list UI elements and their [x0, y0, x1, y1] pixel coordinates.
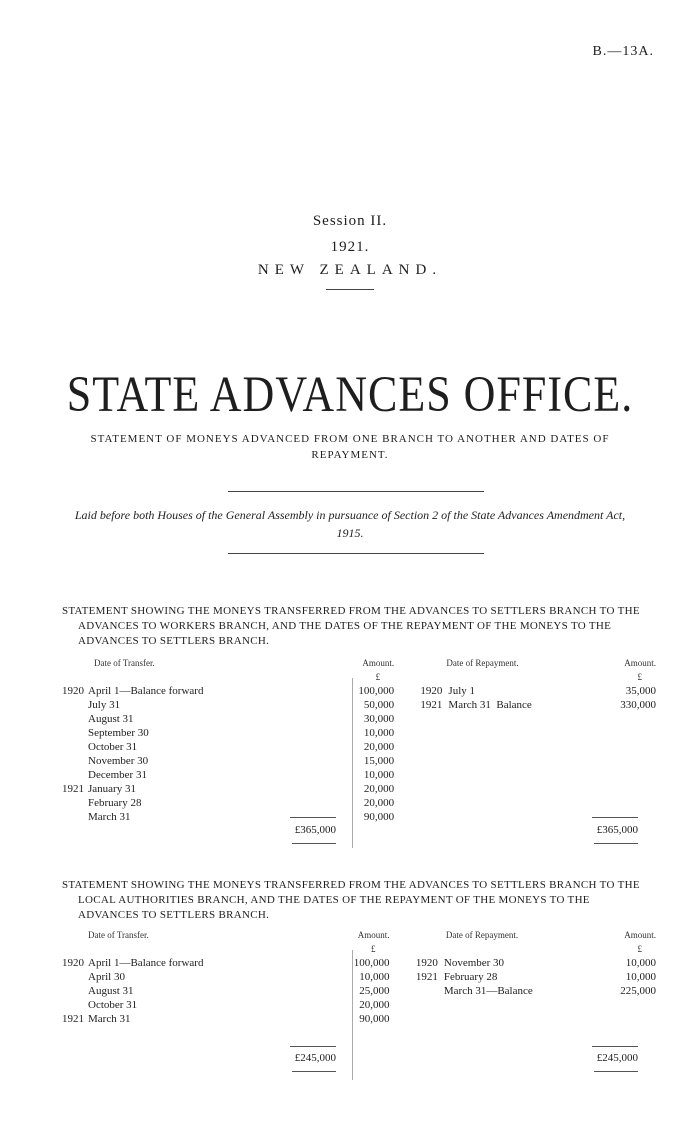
table-row [66, 726, 656, 740]
table-row [66, 970, 656, 984]
repayment-date: July 1 [448, 685, 476, 697]
total-rule [290, 1046, 336, 1047]
divider [228, 553, 484, 554]
currency-symbol: £ [370, 944, 376, 954]
column-header: Amount. [624, 930, 656, 940]
currency-symbol: £ [375, 672, 381, 682]
repayment-amount: 225,000 [620, 985, 656, 997]
transfer-amount: 10,000 [363, 769, 395, 781]
repayment-amount: 330,000 [620, 699, 656, 711]
transfer-date: March 31 [88, 811, 131, 823]
document-title: STATE ADVANCES OFFICE. [66, 366, 634, 423]
table-row [66, 768, 656, 782]
column-header: Date of Repayment. [445, 930, 519, 940]
repayment-amount: 35,000 [625, 685, 656, 697]
table-row [66, 740, 656, 754]
transfer-date: April 1—Balance forward [88, 685, 204, 697]
table-row [66, 684, 656, 698]
transfer-amount: 25,000 [359, 985, 390, 997]
transfer-amount: 20,000 [363, 797, 395, 809]
document-reference: B.—13A. [592, 44, 654, 59]
country-name: NEW ZEALAND. [257, 262, 443, 278]
transfer-amount: 20,000 [363, 783, 395, 795]
total-amount: £245,000 [294, 1052, 336, 1064]
repayment-amount: 10,000 [625, 957, 656, 969]
column-header: Amount. [624, 658, 656, 668]
transfer-date: November 30 [88, 755, 149, 767]
transfer-date: February 28 [88, 797, 142, 809]
transfer-amount: 90,000 [359, 1013, 390, 1025]
table-row [66, 1012, 656, 1026]
table-row [66, 712, 656, 726]
total-amount: £245,000 [596, 1052, 638, 1064]
transfer-date: April 1—Balance forward [88, 957, 204, 969]
column-header: Date of Transfer. [88, 930, 149, 940]
transfer-year: 1921 [62, 783, 84, 795]
transfer-year: 1921 [62, 1013, 84, 1025]
table-row [66, 796, 656, 810]
transfer-amount: 10,000 [363, 727, 395, 739]
divider [228, 491, 484, 492]
laid-before-note: Laid before both Houses of the General Assembly in pursuance of Section 2 of the State Advances Amendment Act, 1915. [74, 508, 626, 540]
column-divider [352, 678, 353, 848]
repayment-year: 1920 [420, 685, 443, 697]
transfer-date: September 30 [88, 727, 149, 739]
transfer-amount: 90,000 [363, 811, 395, 823]
transfer-amount: 20,000 [363, 741, 395, 753]
transfer-date: July 31 [88, 699, 121, 711]
divider [326, 289, 374, 290]
repayment-date: March 31—Balance [443, 985, 533, 997]
total-rule [592, 1046, 638, 1047]
total-rule [292, 1071, 336, 1072]
transfer-amount: 20,000 [359, 999, 390, 1011]
transfer-date: April 30 [88, 971, 125, 983]
table-row [66, 998, 656, 1012]
transfer-amount: 100,000 [358, 685, 395, 697]
repayment-year: 1921 [415, 971, 438, 983]
total-rule [290, 817, 336, 818]
session-year: 1921. [330, 239, 370, 255]
total-rule [594, 843, 638, 844]
column-header: Date of Transfer. [94, 658, 155, 668]
transfer-year: 1920 [62, 685, 84, 697]
transfer-date: August 31 [88, 985, 134, 997]
table-row [66, 984, 656, 998]
repayment-amount: 10,000 [625, 971, 656, 983]
table-row [66, 782, 656, 796]
transfer-amount: 100,000 [353, 957, 390, 969]
total-amount: £365,000 [596, 824, 638, 836]
table-row [66, 956, 656, 970]
transfer-date: March 31 [88, 1013, 131, 1025]
statement-table [62, 656, 656, 824]
table-row [66, 754, 656, 768]
session-label: Session II. [312, 213, 388, 229]
column-header: Amount. [357, 930, 390, 940]
column-header: Amount. [362, 658, 395, 668]
transfer-date: December 31 [88, 769, 147, 781]
statement-table [62, 928, 656, 1026]
document-subtitle: STATEMENT OF MONEYS ADVANCED FROM ONE BRANCH TO ANOTHER AND DATES OF REPAYMENT. [90, 433, 610, 461]
table-row [66, 810, 656, 824]
transfer-amount: 30,000 [363, 713, 395, 725]
transfer-amount: 50,000 [363, 699, 395, 711]
repayment-date: February 28 [443, 971, 498, 983]
column-header: Date of Repayment. [446, 658, 519, 668]
table-row [66, 698, 656, 712]
total-rule [592, 817, 638, 818]
total-amount: £365,000 [294, 824, 336, 836]
total-rule [594, 1071, 638, 1072]
transfer-amount: 10,000 [359, 971, 390, 983]
currency-symbol: £ [637, 672, 642, 682]
repayment-year: 1920 [415, 957, 438, 969]
transfer-amount: 15,000 [363, 755, 395, 767]
repayment-year: 1921 [420, 699, 443, 711]
transfer-date: October 31 [88, 999, 138, 1011]
transfer-year: 1920 [62, 957, 84, 969]
transfer-date: August 31 [88, 713, 134, 725]
transfer-date: January 31 [88, 783, 136, 795]
currency-symbol: £ [637, 944, 642, 954]
total-rule [292, 843, 336, 844]
transfer-date: October 31 [88, 741, 138, 753]
statement-heading: STATEMENT SHOWING THE MONEYS TRANSFERRED FROM THE ADVANCES TO SETTLERS BRANCH TO THE ADVANCES TO WORKERS BRANCH, AND THE DATES OF THE REPAYMENT OF THE MONEYS TO THE ADVANCES TO SETTLERS BRANCH. [62, 605, 640, 647]
repayment-date: November 30 [443, 957, 505, 969]
statement-heading: STATEMENT SHOWING THE MONEYS TRANSFERRED FROM THE ADVANCES TO SETTLERS BRANCH TO THE LOCAL AUTHORITIES BRANCH, AND THE DATES OF THE REPAYMENT OF THE MONEYS TO THE ADVANCES TO SETTLERS BRANCH. [62, 879, 640, 921]
repayment-date: March 31 Balance [448, 699, 532, 711]
column-divider [352, 950, 353, 1080]
